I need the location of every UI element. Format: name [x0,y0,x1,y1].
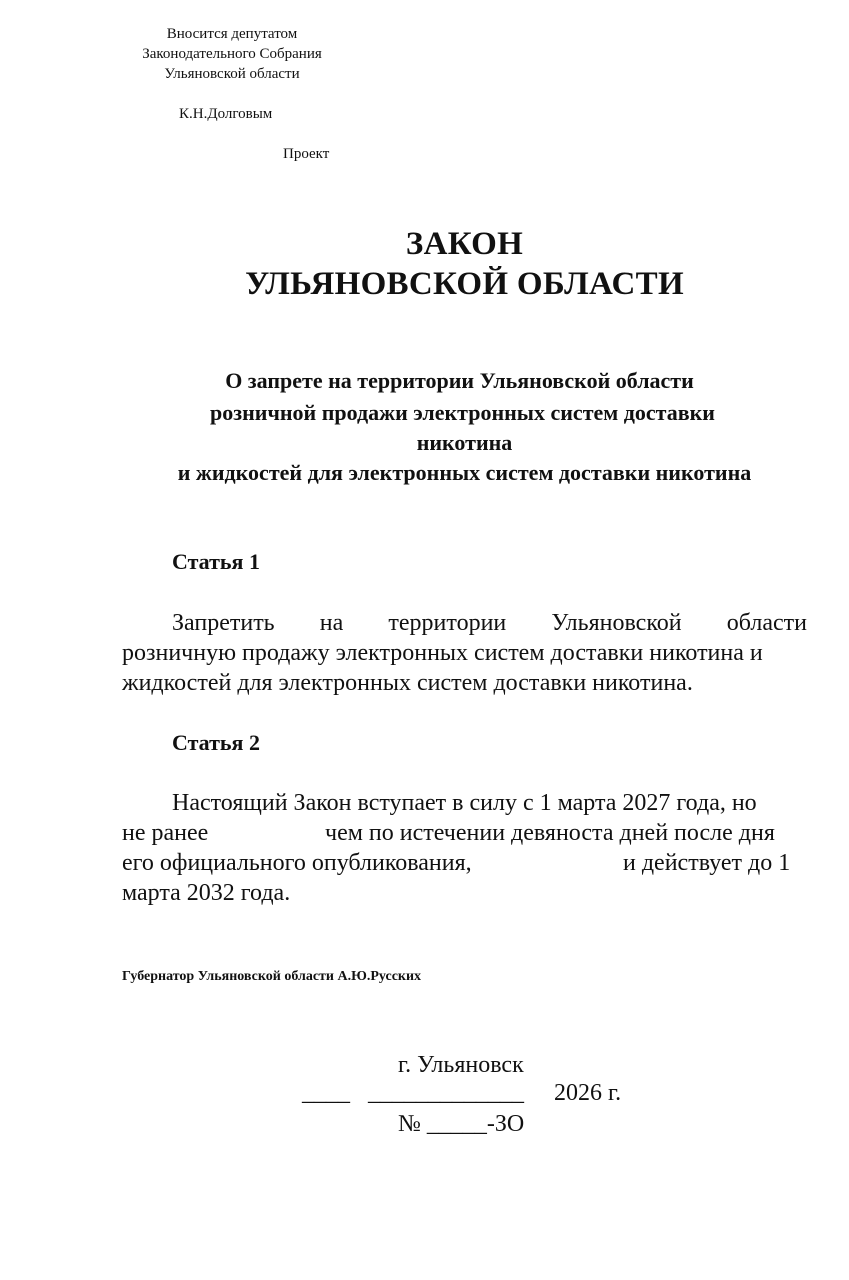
subtitle-line-3: никотина [416,430,513,455]
article-2-line-1: Настоящий Закон вступает в силу с 1 марта 2027 года, но [172,790,757,816]
draft-label: Проект [283,146,330,162]
date-month-blank: _____________ [368,1080,524,1106]
article-2-line-3b: и действует до 1 [623,850,791,876]
article-1-word: Запретить [172,610,275,636]
article-1-line-2: розничную продажу электронных систем доставки никотина и [122,640,763,666]
subtitle-line-2: розничной продажи электронных систем доставки [210,400,715,425]
article-1-word: Ульяновской [551,610,682,636]
city-line: г. Ульяновск [398,1052,524,1078]
article-1-line-1 [172,610,807,637]
deputy-name: К.Н.Долговым [179,106,273,122]
submitted-by-line-1: Вносится депутатом [166,26,298,42]
article-1-line-3: жидкостей для электронных систем доставки никотина. [122,670,693,696]
subtitle-line-1: О запрете на территории Ульяновской области [225,368,694,393]
submitted-by-line-3: Ульяновской области [164,66,300,82]
article-1-heading: Статья 1 [172,549,260,574]
article-1-word: области [726,610,807,636]
date-day-blank: ____ [302,1080,350,1106]
law-region-title: УЛЬЯНОВСКОЙ ОБЛАСТИ [245,266,684,302]
article-2-line-2b: чем по истечении девяноста дней после дня [325,820,775,846]
submitted-by-line-2: Законодательного Собрания [142,46,322,62]
article-1-word: территории [388,610,507,636]
governor-signature: Губернатор Ульяновской области А.Ю.Русских [122,969,422,984]
article-2-line-3a: его официального опубликования, [122,850,472,876]
article-2-line-4: марта 2032 года. [122,880,291,906]
law-number-line: № _____-ЗО [398,1111,525,1137]
article-2-line-2a: не ранее [122,820,209,846]
law-title: ЗАКОН [405,226,524,262]
article-1-word: на [319,610,344,636]
article-2-heading: Статья 2 [172,730,260,755]
subtitle-line-4: и жидкостей для электронных систем доставки никотина [177,460,752,485]
date-year: 2026 г. [554,1080,622,1106]
